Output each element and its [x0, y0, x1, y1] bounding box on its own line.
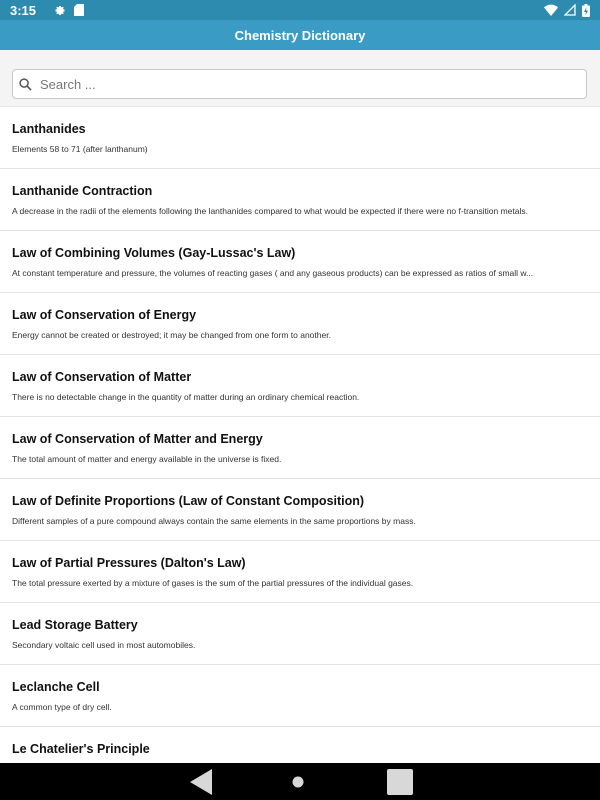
- dictionary-list: [0, 107, 600, 763]
- entry-title: Lanthanide Contraction: [12, 184, 153, 198]
- list-item[interactable]: [0, 479, 600, 541]
- list-item[interactable]: [0, 293, 600, 355]
- app-title: Chemistry Dictionary: [234, 27, 366, 43]
- list-item[interactable]: [0, 169, 600, 231]
- entry-title: Law of Conservation of Energy: [12, 308, 197, 322]
- entry-description: There is no detectable change in the quantity of matter during an ordinary chemical reaction.: [12, 392, 360, 402]
- entry-title: Lead Storage Battery: [12, 618, 138, 632]
- entry-description: Elements 58 to 71 (after lanthanum): [12, 144, 148, 154]
- list-item[interactable]: [0, 541, 600, 603]
- signal-icon: [564, 4, 576, 16]
- status-time: 3:15: [10, 2, 37, 18]
- battery-icon: [582, 4, 590, 17]
- entry-description: Energy cannot be created or destroyed; it may be changed from one form to another.: [12, 330, 331, 340]
- entry-title: Lanthanides: [12, 122, 86, 136]
- list-item[interactable]: [0, 665, 600, 727]
- wifi-icon: [544, 4, 558, 16]
- list-item[interactable]: [0, 231, 600, 293]
- entry-description: Secondary voltaic cell used in most automobiles.: [12, 640, 196, 650]
- navigation-bar: [0, 763, 600, 800]
- entry-description: Different samples of a pure compound always contain the same elements in the same proportions by mass.: [12, 516, 416, 526]
- home-icon[interactable]: [290, 774, 306, 790]
- list-item[interactable]: [0, 727, 600, 763]
- list-item[interactable]: [0, 107, 600, 169]
- entry-description: At constant temperature and pressure, the volumes of reacting gases ( and any gaseous products) can be expressed as ratios of small w...: [12, 268, 534, 278]
- entry-title: Law of Partial Pressures (Dalton's Law): [12, 556, 246, 570]
- entry-title: Law of Conservation of Matter: [12, 370, 192, 384]
- list-item[interactable]: [0, 417, 600, 479]
- list-item[interactable]: [0, 355, 600, 417]
- entry-title: Leclanche Cell: [12, 680, 100, 694]
- recents-icon[interactable]: [386, 768, 414, 796]
- entry-title: Law of Combining Volumes (Gay-Lussac's Law): [12, 246, 296, 260]
- back-icon[interactable]: [186, 767, 216, 797]
- search-container: [0, 50, 600, 107]
- list-item[interactable]: [0, 603, 600, 665]
- sd-card-icon: [74, 4, 84, 16]
- search-icon: [19, 78, 32, 91]
- entry-title: Law of Definite Proportions (Law of Constant Composition): [12, 494, 365, 508]
- entry-title: Le Chatelier's Principle: [12, 742, 150, 756]
- app-bar: [0, 20, 600, 50]
- search-box[interactable]: [12, 69, 587, 99]
- gear-icon: [54, 4, 66, 16]
- entry-description: A decrease in the radii of the elements following the lanthanides compared to what would be expected if there were no f-transition metals.: [12, 206, 528, 216]
- entry-description: A common type of dry cell.: [12, 702, 112, 712]
- search-input[interactable]: [38, 76, 580, 93]
- entry-description: The total pressure exerted by a mixture of gases is the sum of the partial pressures of the individual gases.: [12, 578, 414, 588]
- status-bar: [0, 0, 600, 20]
- entry-title: Law of Conservation of Matter and Energy: [12, 432, 263, 446]
- entry-description: The total amount of matter and energy available in the universe is fixed.: [12, 454, 282, 464]
